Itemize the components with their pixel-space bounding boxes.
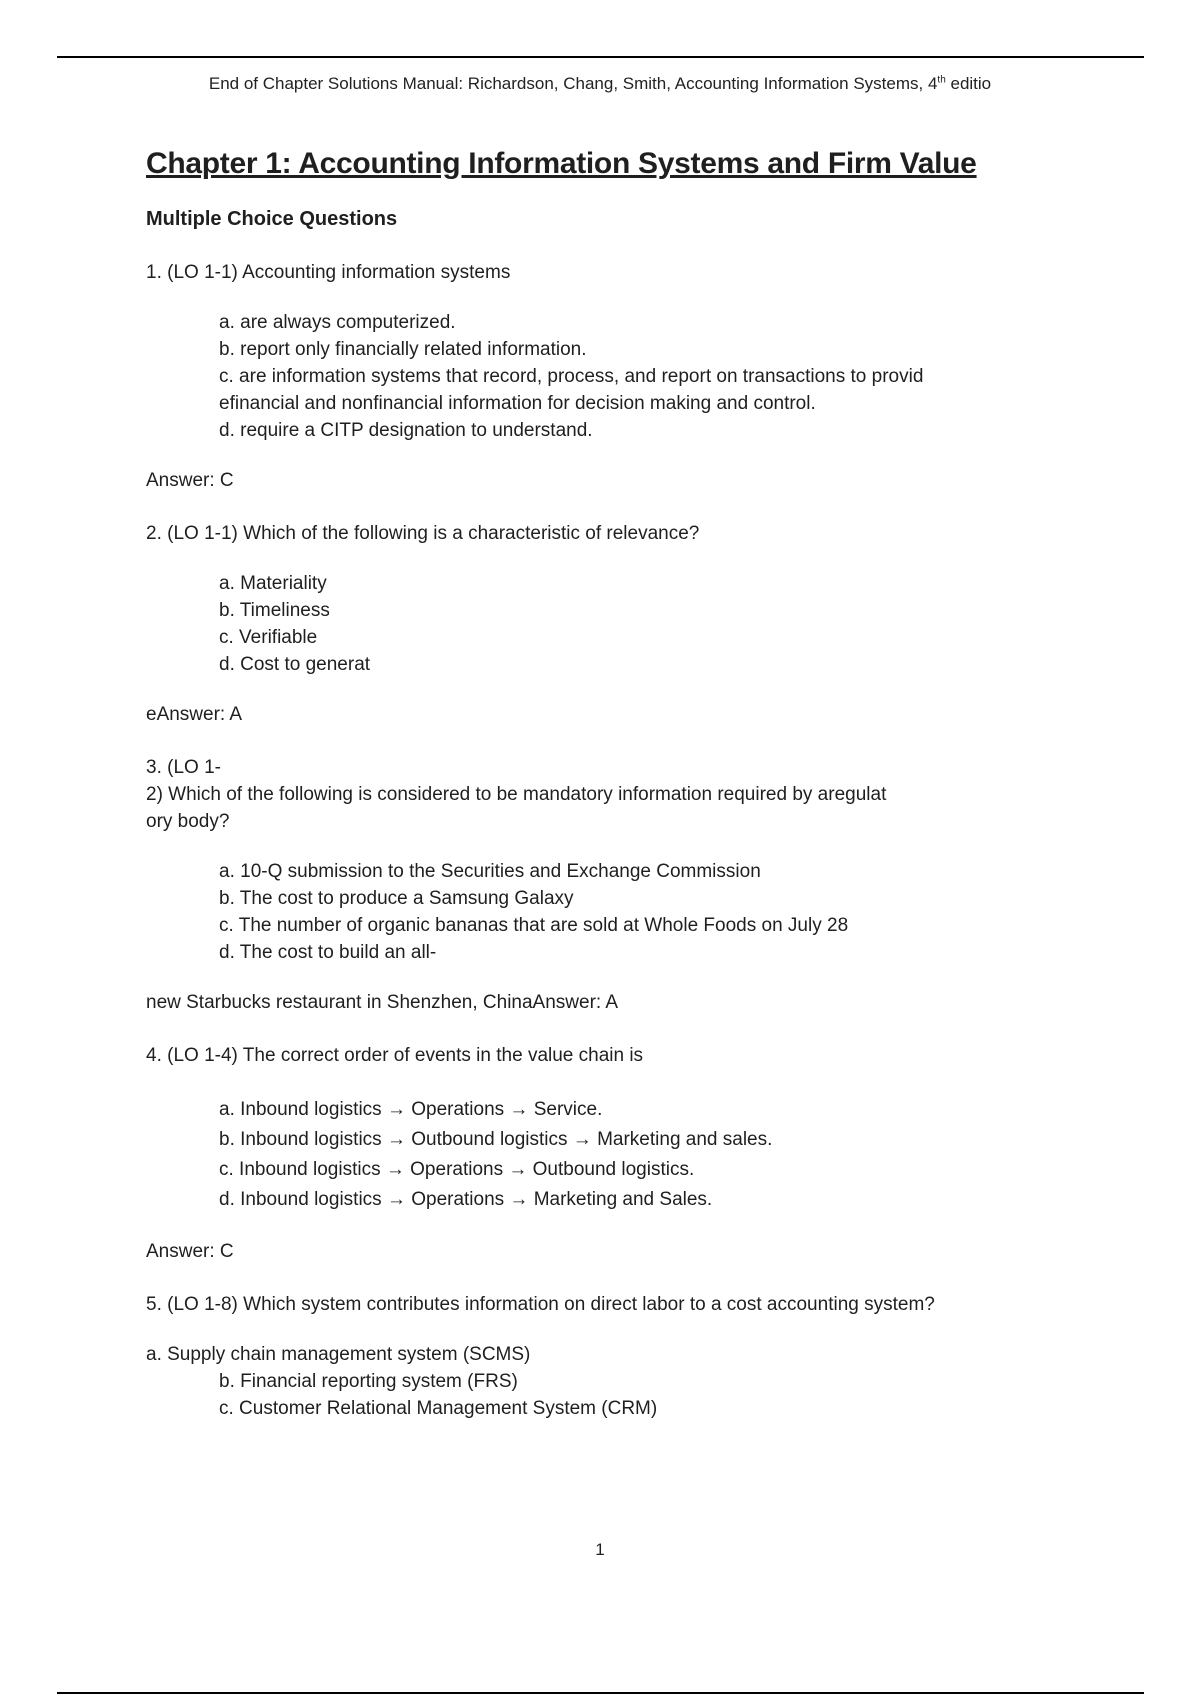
option-c: c. Inbound logistics → Operations → Outbound logistics. [219, 1159, 695, 1180]
question-2-stem: 2. (LO 1-1) Which of the following is a characteristic of relevance? [146, 523, 700, 544]
header-text: End of Chapter Solutions Manual: Richardson, Chang, Smith, Accounting Information Systems, 4 [208, 74, 938, 93]
option-d: d. Cost to generat [219, 654, 371, 675]
option-b: b. The cost to produce a Samsung Galaxy [219, 888, 574, 909]
header-rule [57, 56, 1144, 58]
question-4-answer: Answer: C [146, 1241, 234, 1262]
question-5-stem: 5. (LO 1-8) Which system contributes information on direct labor to a cost accounting system? [146, 1294, 935, 1315]
page-number: 1 [595, 1540, 605, 1559]
question-1-answer: Answer: C [146, 470, 234, 491]
option-c: c. The number of organic bananas that are sold at Whole Foods on July 28 [219, 915, 849, 936]
header-superscript: th [937, 74, 946, 86]
question-5-option-a: a. Supply chain management system (SCMS) [146, 1344, 531, 1365]
option-a: a. are always computerized. [219, 312, 456, 333]
option-a: a. 10-Q submission to the Securities and Exchange Commission [219, 861, 761, 882]
question-3-answer: new Starbucks restaurant in Shenzhen, ChinaAnswer: A [146, 992, 619, 1013]
question-3-stem-line: ory body? [146, 811, 230, 832]
option-c: c. Verifiable [219, 627, 318, 648]
question-4-options [219, 1095, 1046, 1215]
option-b: b. Inbound logistics → Outbound logistics → Marketing and sales. [219, 1129, 773, 1150]
option-a: a. Inbound logistics → Operations → Service. [219, 1099, 603, 1120]
question-2-options [219, 570, 1046, 678]
question-3-stem-line: 2) Which of the following is considered to be mandatory information required by aregulat [146, 784, 887, 805]
running-header [0, 74, 1200, 94]
question-3-stem-line: 3. (LO 1- [146, 757, 221, 778]
question-5-options [219, 1368, 1046, 1422]
question-1-options [219, 309, 1046, 444]
option-a: a. Materiality [219, 573, 327, 594]
option-c: c. are information systems that record, process, and report on transactions to provid [219, 366, 924, 387]
question-4-stem: 4. (LO 1-4) The correct order of events in the value chain is [146, 1045, 644, 1066]
page-content [146, 140, 1046, 1422]
header-tail: editio [945, 74, 992, 93]
section-heading: Multiple Choice Questions [146, 208, 398, 230]
option-d: d. Inbound logistics → Operations → Marketing and Sales. [219, 1189, 713, 1210]
option-b: b. Financial reporting system (FRS) [219, 1371, 518, 1392]
option-c: c. Customer Relational Management System (CRM) [219, 1398, 658, 1419]
footer-rule [57, 1692, 1144, 1694]
option-c-continued: efinancial and nonfinancial information for decision making and control. [219, 393, 816, 414]
question-1-stem: 1. (LO 1-1) Accounting information systems [146, 262, 511, 283]
option-b: b. report only financially related information. [219, 339, 587, 360]
chapter-title: Chapter 1: Accounting Information Systems and Firm Value [146, 147, 977, 180]
option-b: b. Timeliness [219, 600, 330, 621]
question-3-stem [146, 754, 1046, 835]
option-d: d. require a CITP designation to understand. [219, 420, 593, 441]
option-d: d. The cost to build an all- [219, 942, 437, 963]
question-2-answer: eAnswer: A [146, 704, 243, 725]
question-3-options [219, 858, 1046, 966]
